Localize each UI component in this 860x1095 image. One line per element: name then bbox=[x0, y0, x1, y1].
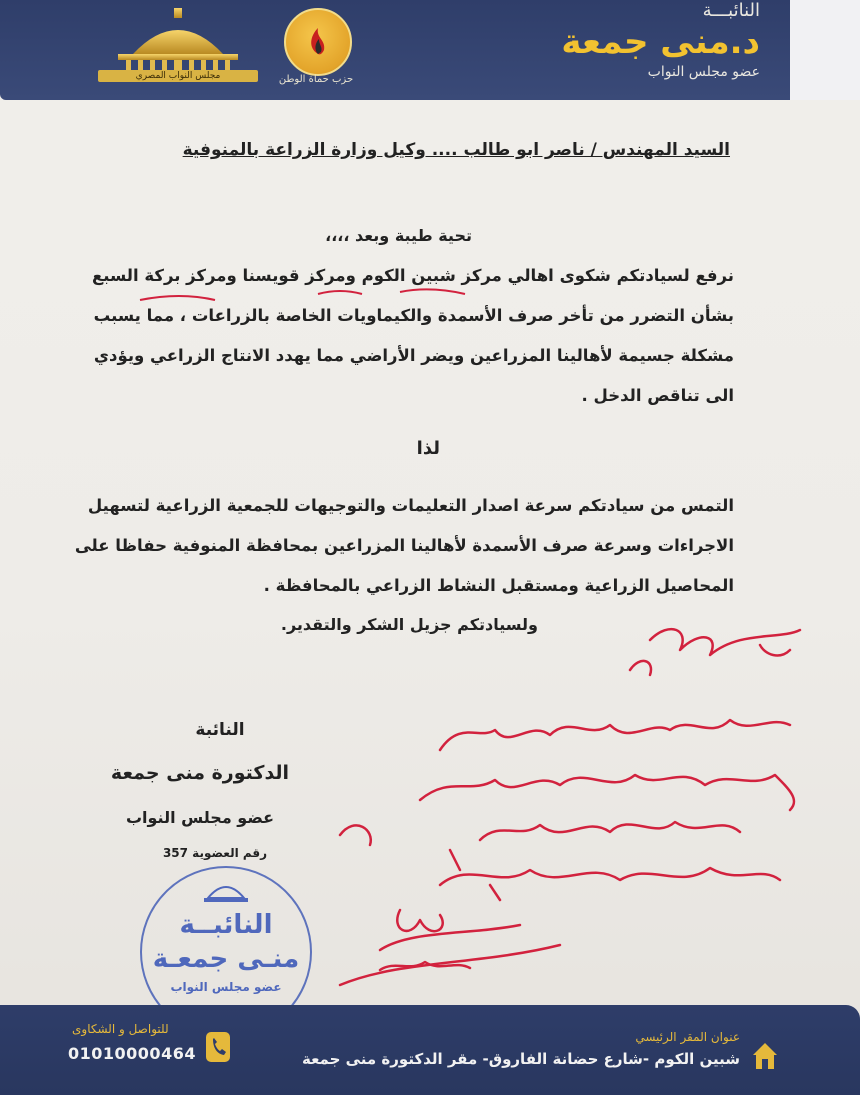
mp-title: النائبـــة bbox=[702, 0, 760, 21]
address-text: شبين الكوم -شارع حضانة الفاروق- مقر الدكتورة منى جمعة bbox=[301, 1050, 740, 1068]
paragraph-line: الاجراءات وسرعة صرف الأسمدة لأهالينا المزراعين بمحافظة المنوفية حفاظا على bbox=[74, 536, 734, 555]
paragraph-line: مشكلة جسيمة لأهالينا المزراعين ويضر الأراضي مما يهدد الانتاج الزراعي ويؤدي bbox=[93, 346, 734, 365]
address-label: عنوان المقر الرئيسي bbox=[635, 1030, 740, 1044]
paragraph-line: المحاصيل الزراعية ومستقبل النشاط الزراعي بالمحافظة . bbox=[263, 576, 734, 595]
contact-phone: 01010000464 bbox=[68, 1044, 196, 1063]
party-caption: حزب حماة الوطن bbox=[278, 74, 354, 85]
letterhead-edge bbox=[790, 0, 860, 100]
paragraph-request bbox=[75, 486, 734, 606]
contact-label: للتواصل و الشكاوى bbox=[72, 1022, 169, 1036]
paragraph-line: التمس من سيادتكم سرعة اصدار التعليمات والتوجيهات للجمعية الزراعية لتسهيل bbox=[87, 496, 734, 515]
signature-title: النائبة bbox=[195, 720, 245, 740]
party-logo bbox=[284, 8, 352, 76]
mp-role: عضو مجلس النواب bbox=[647, 64, 760, 80]
paragraph-line: نرفع لسيادتكم شكوى اهالي مركز شبين الكوم ومركز قويسنا ومركز بركة السبع bbox=[91, 266, 734, 285]
therefore-heading: لذا bbox=[416, 438, 440, 459]
signature-name: الدكتورة منى جمعة bbox=[110, 762, 290, 784]
stamp-title: النائبــة bbox=[179, 910, 273, 940]
greeting: تحية طيبة وبعد ،،،، bbox=[325, 226, 472, 245]
mp-name: د.منى جمعة bbox=[561, 22, 760, 62]
paragraph-complaint bbox=[92, 256, 734, 416]
addressee-line: السيد المهندس / ناصر ابو طالب .... وكيل وزارة الزراعة بالمنوفية bbox=[182, 140, 730, 160]
closing-line: ولسيادتكم جزيل الشكر والتقدير. bbox=[280, 615, 538, 634]
paragraph-line: بشأن التضرر من تأخر صرف الأسمدة والكيماويات الخاصة بالزراعات ، مما يسبب bbox=[93, 306, 734, 325]
home-icon bbox=[750, 1040, 780, 1072]
paragraph-line: الى تناقص الدخل . bbox=[581, 386, 734, 405]
stamp-name: منـى جمعـة bbox=[152, 944, 300, 974]
stamp-dome-icon bbox=[200, 876, 252, 906]
parliament-caption: مجلس النواب المصري bbox=[98, 70, 258, 82]
membership-number: رقم العضوية 357 bbox=[162, 846, 268, 860]
stamp-role: عضو مجلس النواب bbox=[170, 980, 282, 994]
party-flame-icon bbox=[286, 10, 350, 74]
signature-role: عضو مجلس النواب bbox=[125, 808, 275, 827]
phone-icon bbox=[204, 1030, 232, 1064]
handwritten-annotation bbox=[320, 600, 840, 1000]
